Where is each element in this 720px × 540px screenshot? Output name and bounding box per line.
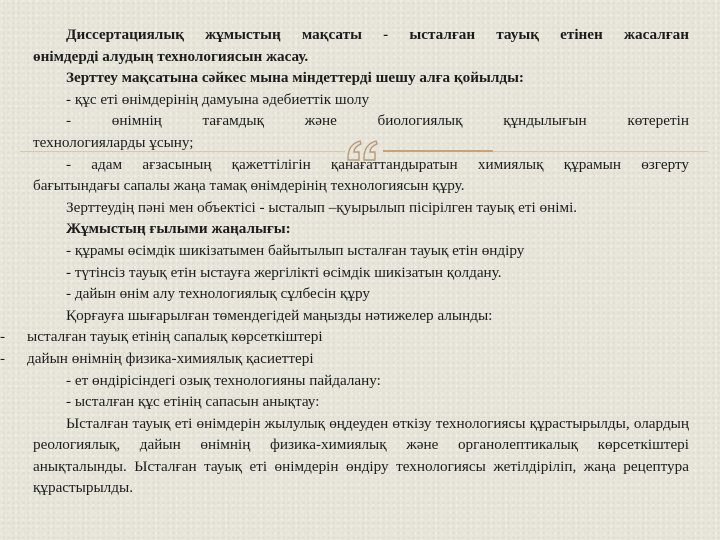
bullet-dash: -	[0, 349, 6, 367]
defense-item-1	[0, 326, 689, 348]
defense-item-4: - ысталған құс етінің сапасын анықтау:	[66, 393, 320, 411]
research-subject: Зерттеудің пәні мен объектісі - ысталып –қуырылып пісірілген тауық еті өнімі.	[66, 198, 578, 216]
document-body	[0, 24, 689, 499]
defense-item-1-text: ысталған тауық етінің сапалық көрсеткіштері	[27, 328, 323, 346]
defense-item-2	[0, 348, 689, 370]
defense-item-2-text: дайын өнімнің физика-химиялық қасиеттері	[27, 349, 314, 367]
tasks-intro: Зерттеу мақсатына сәйкес мына міндеттерді шешу алға қойылды:	[66, 69, 524, 87]
novelty-item-1: - құрамы өсімдік шикізатымен байытылып ысталған тауық етін өндіру	[66, 241, 525, 259]
task-item-3-line-2: бағытындағы сапалы жаңа тамақ өнімдерінің технологиясын құру.	[33, 177, 465, 195]
novelty-item-2: - түтінсіз тауық етін ыстауға жергілікті өсімдік шикізатын қолдану.	[66, 263, 502, 281]
task-item-2-line-2: технологияларды ұсыну;	[33, 133, 194, 151]
task-item-1: - құс еті өнімдерінің дамуына әдебиеттік шолу	[66, 90, 370, 108]
defense-title: Қорғауға шығарылған төмендегідей маңызды нәтижелер алынды:	[66, 306, 493, 324]
defense-item-3: - ет өндірісіндегі озық технологияны пайдалану:	[66, 371, 381, 389]
aim-line-1: Диссертациялық жұмыстың мақсаты - ысталған тауық етінен жасалған	[66, 26, 689, 43]
conclusion-paragraph: Ысталған тауық еті өнімдерін жылулық өңдеуден өткізу технологиясы құрастырылды, олардың реологиялық, дайын өнімнің физика-химиялық және органолептикалық көрсеткіштері анықталынды. Ысталған тауық еті өнімдерін өндіру технологиясы жетілдіріліп, жаңа рецептура құрастырылды.	[33, 414, 689, 497]
task-item-3-line-1: - адам ағзасының қажеттілігін қанағаттандыратын химиялық құрамын өзгерту	[66, 155, 689, 173]
bullet-dash: -	[0, 328, 6, 346]
task-item-2-line-1: - өнімнің тағамдық және биологиялық құндылығын көтеретін	[66, 112, 689, 130]
aim-line-2: өнімдерді алудың технологиясын жасау.	[33, 47, 309, 65]
novelty-item-3: - дайын өнім алу технологиялық сұлбесін құру	[66, 285, 370, 303]
novelty-title: Жұмыстың ғылыми жаңалығы:	[66, 220, 291, 238]
